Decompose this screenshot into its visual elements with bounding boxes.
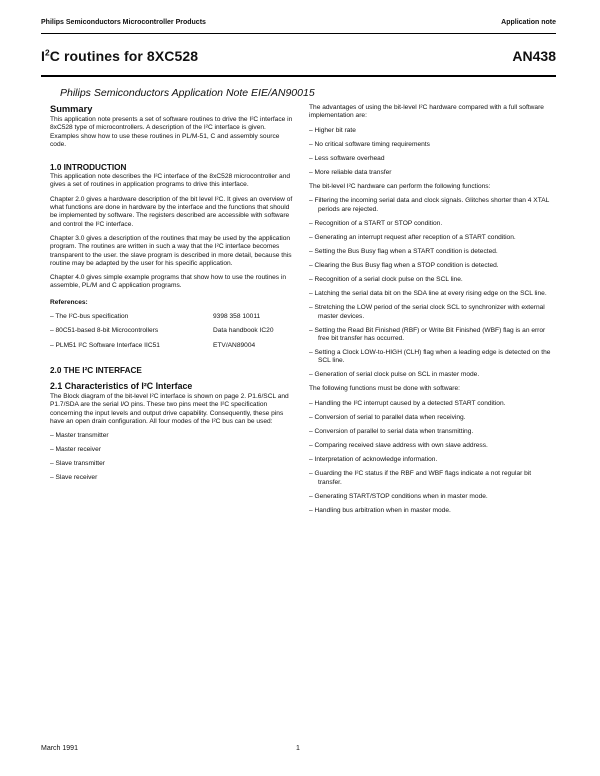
mode-item: – Master transmitter <box>50 432 109 440</box>
advantage-item: – Higher bit rate <box>309 126 356 134</box>
page-number: 1 <box>296 745 300 752</box>
hardware-function: – Setting a Clock LOW-to-HIGH (CLH) flag when a leading edge is detected on the SCL line. <box>309 349 551 365</box>
software-function: – Interpretation of acknowledge information. <box>309 456 438 464</box>
hardware-function: – Generating an interrupt request after reception of a START condition. <box>309 233 516 241</box>
software-function: – Handling bus arbitration when in master mode. <box>309 506 451 514</box>
intro-paragraph: Chapter 4.0 gives simple example programs that show how to use the routines in assemble, PL/M and C application programs. <box>50 274 287 290</box>
intro-paragraph: Chapter 3.0 gives a description of the routines that may be used by the application program. The routines are written in such a way that the I²C interface becomes transparent to the user. the slave program is described in more detail, because this routine may be adapted by the user for his specific application. <box>50 234 292 267</box>
right-column <box>309 104 554 521</box>
advantage-item: – More reliable data transfer <box>309 168 392 176</box>
hardware-function: – Setting the Read Bit Finished (RBF) or Write Bit Finished (WBF) flag is an error free bit transfer has occurred. <box>309 326 546 342</box>
intro-heading: 1.0 INTRODUCTION <box>50 163 127 173</box>
section2-1-heading: 2.1 Characteristics of I²C Interface <box>50 380 193 391</box>
intro-paragraph: This application note describes the I²C interface of the 8xC528 microcontroller and gives a set of routines in application programs to drive this interface. <box>50 173 291 189</box>
header-divider <box>41 33 556 34</box>
reference-item <box>50 342 295 350</box>
software-function: – Conversion of serial to parallel data when receiving. <box>309 413 466 421</box>
mode-item: – Master receiver <box>50 446 101 454</box>
summary-heading: Summary <box>50 104 93 114</box>
subtitle: Philips Semiconductors Application Note EIE/AN90015 <box>60 87 315 99</box>
advantage-item: – No critical software timing requirements <box>309 140 430 148</box>
hardware-function: – Recognition of a START or STOP condition. <box>309 219 443 227</box>
left-column <box>50 104 295 489</box>
software-function: – Handling the I²C interrupt caused by a detected START condition. <box>309 399 506 407</box>
reference-code: ETV/AN89004 <box>213 341 256 349</box>
header-right: Application note <box>501 19 556 26</box>
reference-title: – PLM51 I²C Software Interface IIC51 <box>50 341 160 349</box>
section2-heading: 2.0 THE I²C INTERFACE <box>50 365 142 375</box>
reference-title: – The I²C-bus specification <box>50 313 129 321</box>
title-divider <box>41 75 556 77</box>
hardware-intro: The bit-level I²C hardware can perform the following functions: <box>309 182 491 190</box>
hardware-function: – Setting the Bus Busy flag when a START condition is detected. <box>309 247 498 255</box>
hardware-function: – Recognition of a serial clock pulse on the SCL line. <box>309 276 463 284</box>
hardware-function: – Generation of serial clock pulse on SCL in master mode. <box>309 371 480 379</box>
hardware-function: – Stretching the LOW period of the serial clock SCL to synchronizer with external master devices. <box>309 304 545 320</box>
software-function: – Comparing received slave address with own slave address. <box>309 442 488 450</box>
hardware-function: – Filtering the incoming serial data and clock signals. Glitches shorter than 4 XTAL periods are rejected. <box>309 197 550 213</box>
reference-code: Data handbook IC20 <box>213 327 274 335</box>
hardware-function: – Latching the serial data bit on the SDA line at every rising edge on the SCL line. <box>309 290 547 298</box>
software-function: – Guarding the I²C status if the RBF and WBF flags indicate a not regular bit transfer. <box>309 470 532 486</box>
reference-item <box>50 327 295 335</box>
intro-paragraph: Chapter 2.0 gives a hardware description of the bit level I²C. It gives an overview of what functions are done in hardware by the interface and the functions that should be implemented by software. The registers described are accessible with software and control the I²C interface. <box>50 195 293 228</box>
references-heading: References: <box>50 298 88 306</box>
footer-date: March 1991 <box>41 745 78 752</box>
reference-code: 9398 358 10011 <box>213 313 261 321</box>
mode-item: – Slave transmitter <box>50 460 105 468</box>
software-function: – Conversion of parallel to serial data when transmitting. <box>309 427 474 435</box>
page-title <box>41 48 198 64</box>
doc-number: AN438 <box>512 48 556 64</box>
hardware-function: – Clearing the Bus Busy flag when a STOP condition is detected. <box>309 261 499 269</box>
header-left: Philips Semiconductors Microcontroller Products <box>41 19 206 26</box>
reference-title: – 80C51-based 8-bit Microcontrollers <box>50 327 159 335</box>
reference-item <box>50 313 295 321</box>
advantages-intro: The advantages of using the bit-level I²C hardware compared with a full software implementation are: <box>309 104 544 120</box>
software-intro: The following functions must be done with software: <box>309 385 461 393</box>
summary-text: This application note presents a set of software routines to drive the I²C interface in 8xC528 type of microcontrollers. A description of the I²C interface is given. Examples show how to use these routines in PL/M-51, C and assembly source code. <box>50 116 293 148</box>
title-pre: I <box>41 48 45 64</box>
software-function: – Generating START/STOP conditions when in master mode. <box>309 492 488 500</box>
advantage-item: – Less software overhead <box>309 154 385 162</box>
section2-text: The Block diagram of the bit-level I²C interface is shown on page 2. P1.6/SCL and P1.7/SDA are the serial I/O pins. These two pins meet the I²C specification concerning the input levels and output drive capability. Consequently, these pins have an open drain configuration. All four modes of the I²C bus can be used: <box>50 392 289 425</box>
title-sup: 2 <box>45 47 50 58</box>
mode-item: – Slave receiver <box>50 474 98 482</box>
title-post: C routines for 8XC528 <box>49 48 199 64</box>
